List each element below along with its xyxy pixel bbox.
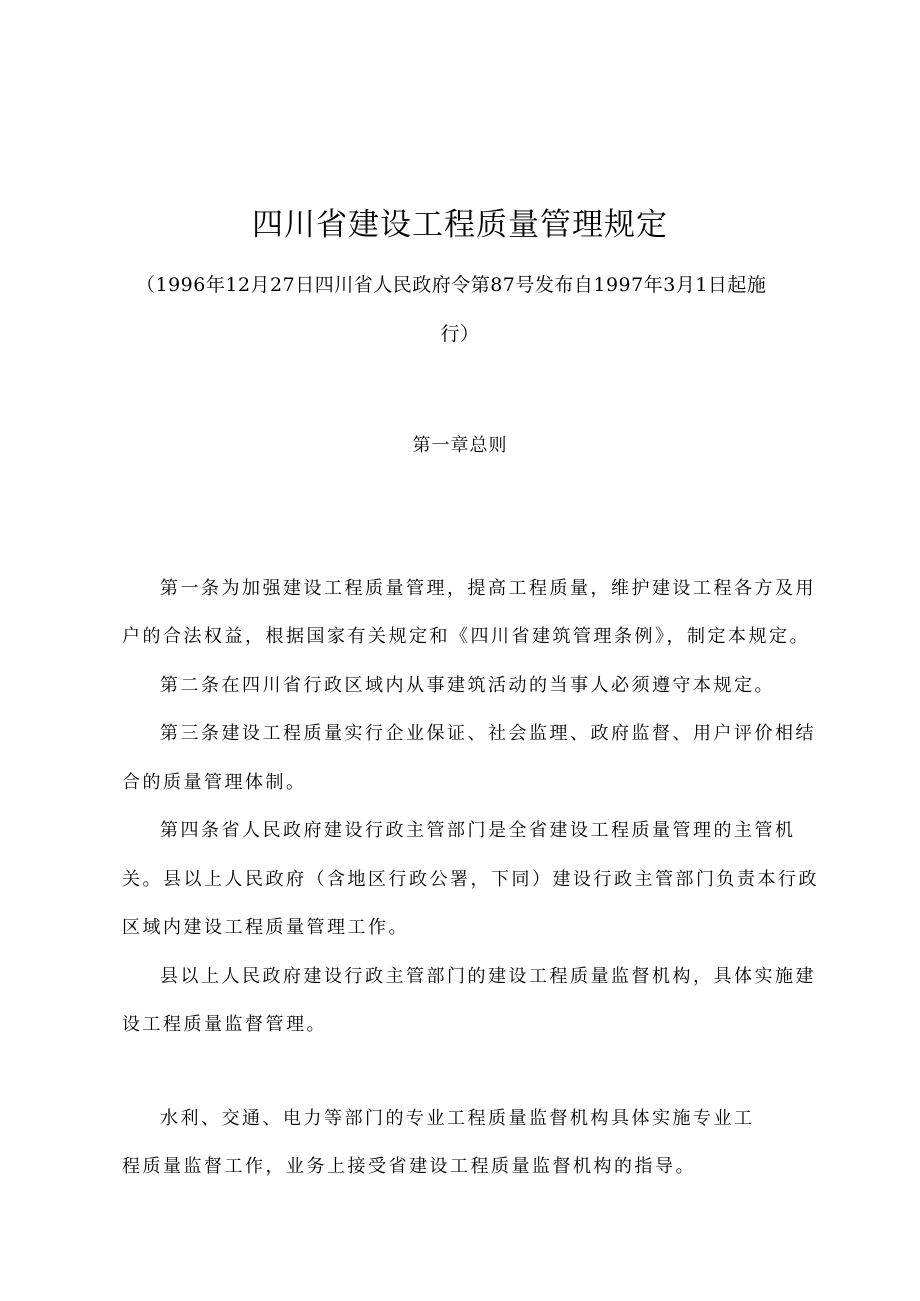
article-3-line-2: 合的质量管理体制。 <box>122 772 307 793</box>
article-4-line-1: 第四条省人民政府建设行政主管部门是全省建设工程质量管理的主管机 <box>160 820 796 841</box>
document-subtitle-line-2: 行） <box>440 323 480 345</box>
article-4-line-3: 区域内建设工程质量管理工作。 <box>122 917 409 938</box>
document-title: 四川省建设工程质量管理规定 <box>252 207 668 243</box>
chapter-heading: 第一章总则 <box>412 435 508 456</box>
article-2-line-1: 第二条在四川省行政区域内从事建筑活动的当事人必须遵守本规定。 <box>160 675 775 696</box>
article-1-line-1: 第一条为加强建设工程质量管理，提高工程质量，维护建设工程各方及用 <box>160 578 816 599</box>
article-1-line-2: 户的合法权益，根据国家有关规定和《四川省建筑管理条例》，制定本规定。 <box>122 626 810 647</box>
article-3-line-1: 第三条建设工程质量实行企业保证、社会监理、政府监督、用户评价相结 <box>160 723 816 744</box>
article-4-para-2-line-1: 县以上人民政府建设行政主管部门的建设工程质量监督机构，具体实施建 <box>160 966 816 987</box>
document-subtitle-line-1: （1996年12月27日四川省人民政府令第87号发布自1997年3月1日起施 <box>136 274 767 296</box>
article-4-para-2-line-2: 设工程质量监督管理。 <box>122 1014 327 1035</box>
article-4-line-2: 关。县以上人民政府（含地区行政公署，下同）建设行政主管部门负责本行政 <box>122 869 819 890</box>
article-4-para-3-line-1: 水利、交通、电力等部门的专业工程质量监督机构具体实施专业工 <box>160 1108 755 1129</box>
article-4-para-3-line-2: 程质量监督工作，业务上接受省建设工程质量监督机构的指导。 <box>122 1156 696 1177</box>
